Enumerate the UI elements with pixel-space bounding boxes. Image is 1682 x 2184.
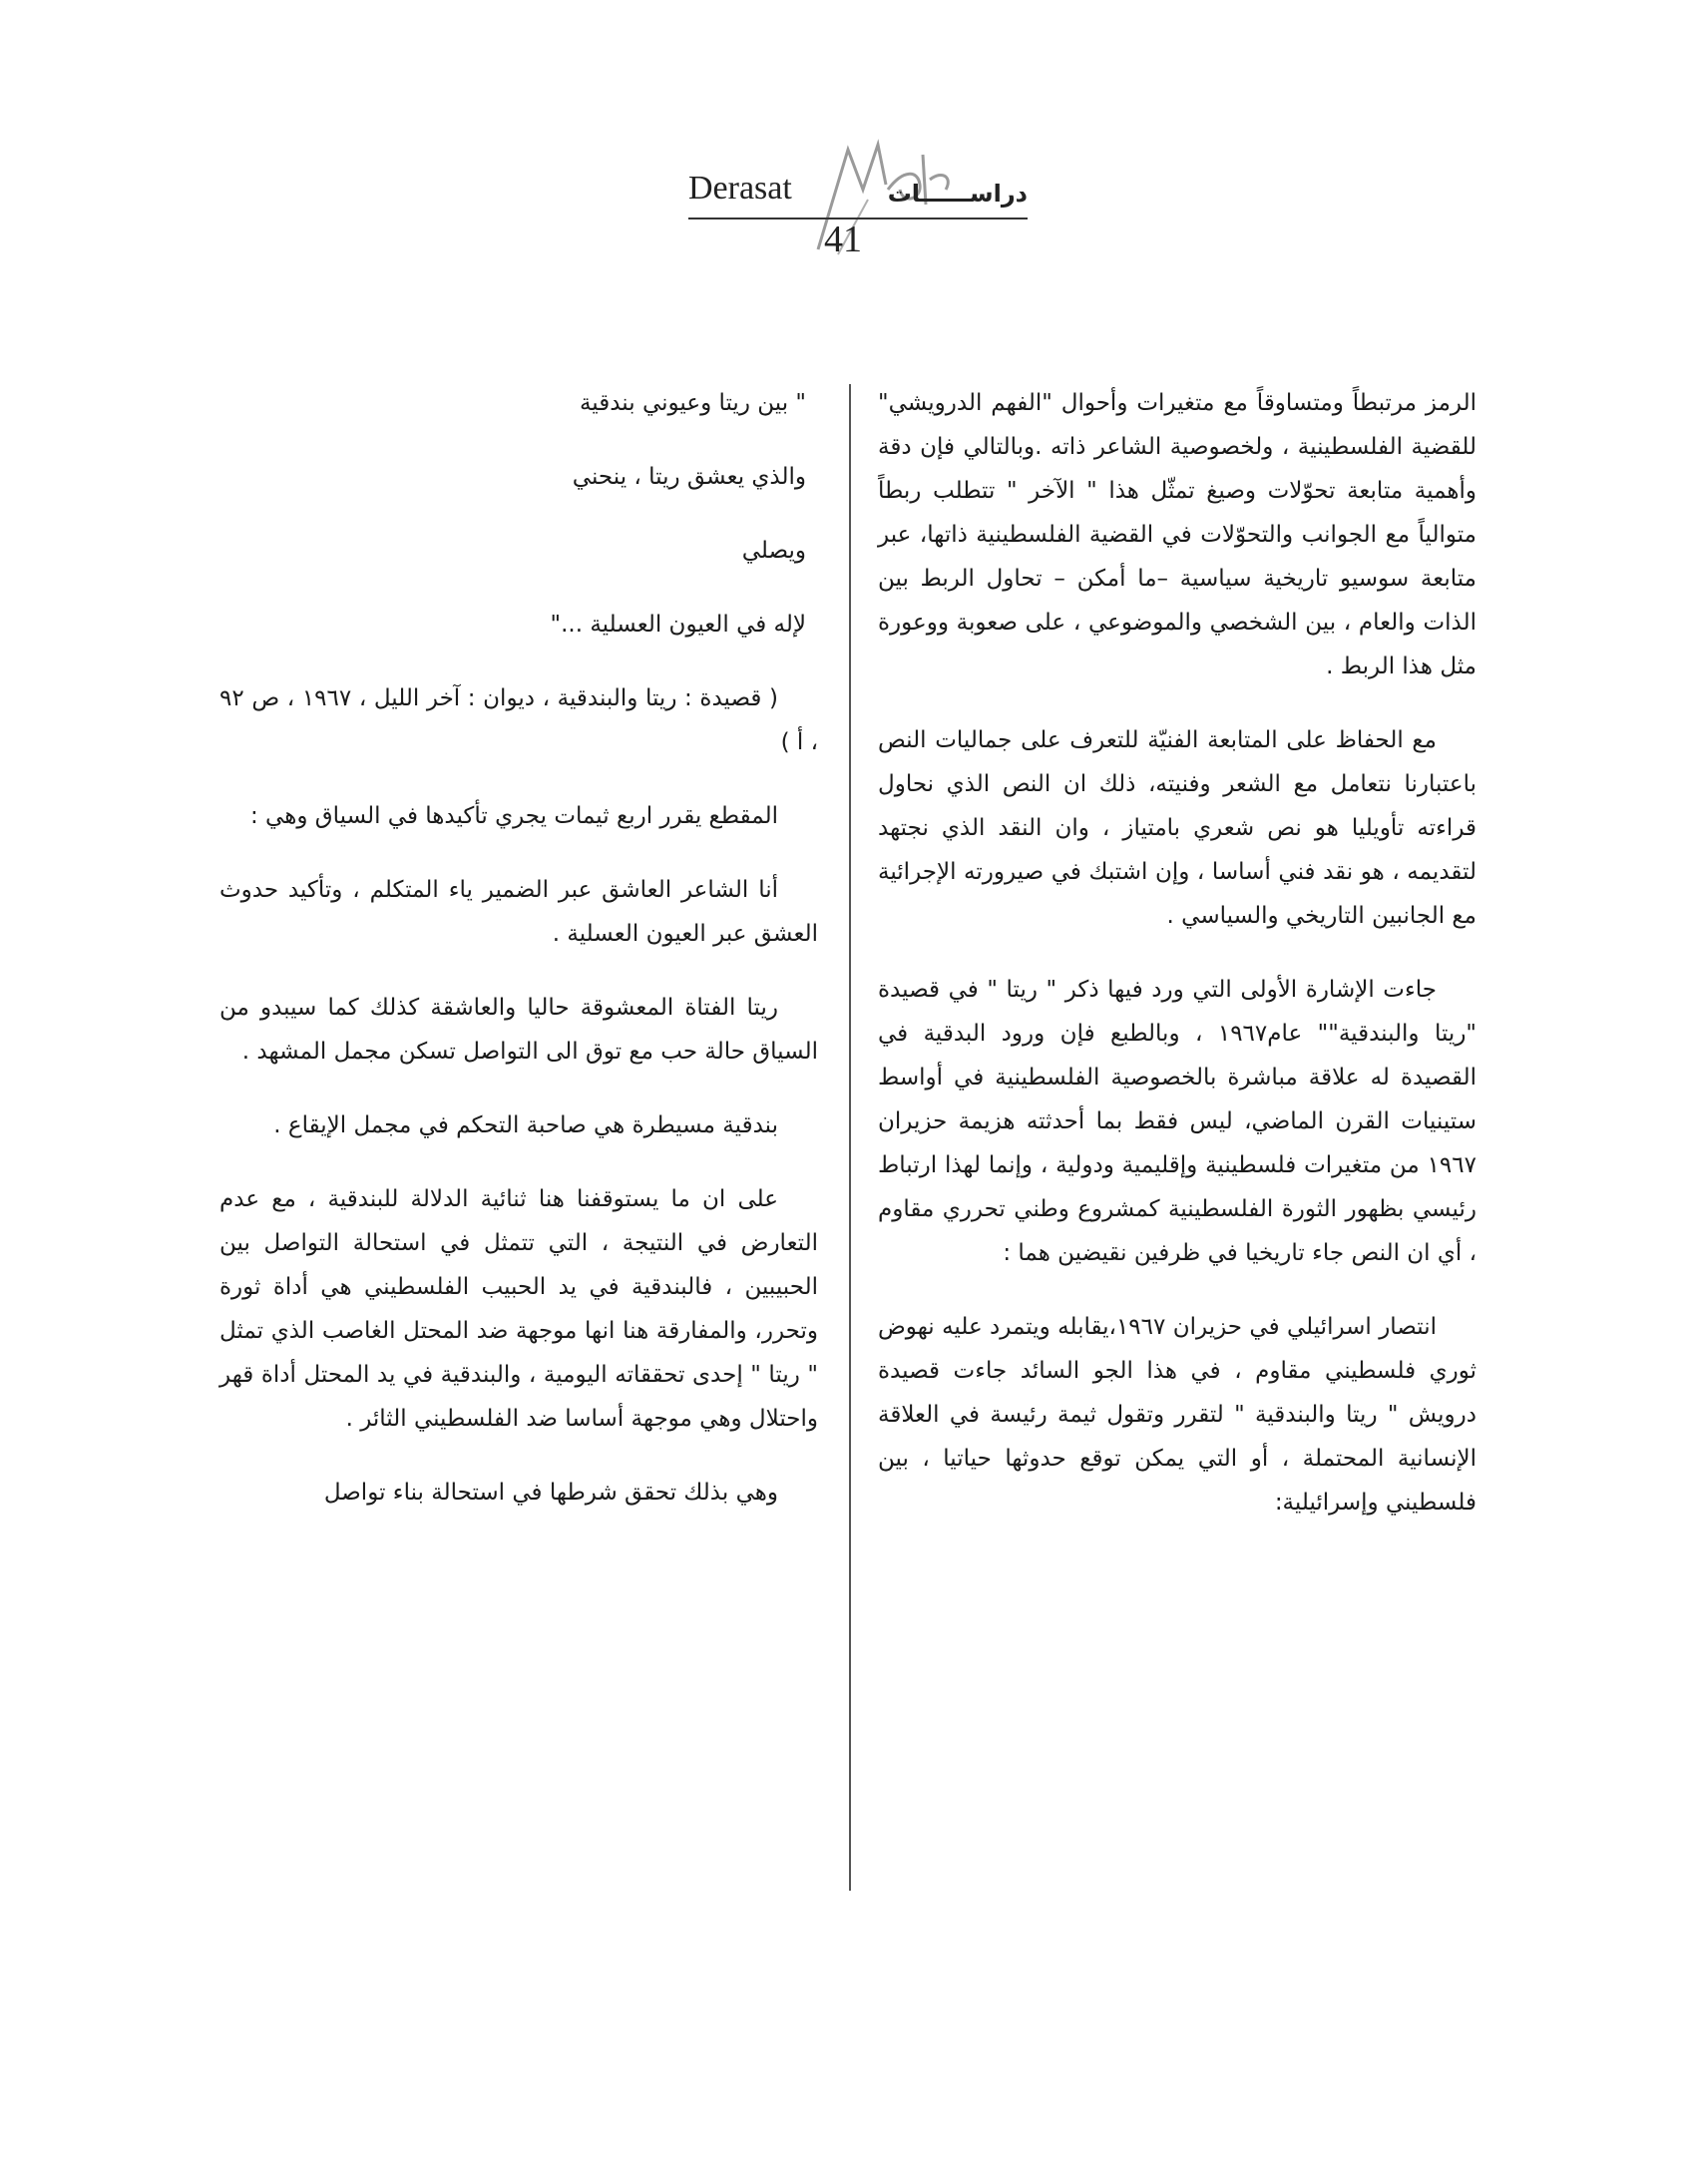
paragraph: بندقية مسيطرة هي صاحبة التحكم في مجمل الإيقاع . xyxy=(273,1112,778,1138)
poem-excerpt xyxy=(219,381,818,647)
paragraph: ريتا الفتاة المعشوقة حاليا والعاشقة كذلك كما سيبدو من السياق حالة حب مع توق الى التواصل تسكن مجمل المشهد . xyxy=(219,995,818,1065)
poem-verse: والذي يعشق ريتا ، ينحني xyxy=(572,464,806,490)
page-number: 41 xyxy=(824,218,862,260)
journal-title-latin: Derasat xyxy=(688,170,792,207)
journal-title-arabic: دراســــــات xyxy=(887,180,1028,208)
paragraph: على ان ما يستوقفنا هنا ثنائية الدلالة للبندقية ، مع عدم التعارض في النتيجة ، التي تتمثل في استحالة التواصل بين الحبيبين ، فالبندقية في يد الحبيب الفلسطيني هي أداة ثورة وتحرر، والمفارقة هنا انها موجهة ضد المحتل الغاصب الذي تمثل " ريتا " إحدى تحققاته اليومية ، والبندقية في يد المحتل أداة قهر واحتلال وهي موجهة أساسا ضد الفلسطيني الثائر . xyxy=(219,1186,818,1432)
paragraph: أنا الشاعر العاشق عبر الضمير ياء المتكلم ، وتأكيد حدوث العشق عبر العيون العسلية . xyxy=(219,877,818,947)
column-divider xyxy=(849,384,851,1891)
poem-verse: لإله في العيون العسلية ..." xyxy=(550,612,806,638)
right-column xyxy=(878,381,1476,1554)
poem-verse: " بين ريتا وعيوني بندقية xyxy=(579,390,806,416)
paragraph: الرمز مرتبطاً ومتساوقاً مع متغيرات وأحوال "الفهم الدرويشي" للقضية الفلسطينية ، ولخصوصية الشاعر ذاته .وبالتالي فإن دقة وأهمية متابعة تحوّلات وصيغ تمثّل هذا " الآخر " تتطلب ربطاً متوالياً مع الجوانب والتحوّلات في القضية الفلسطينية ذاتها، عبر متابعة سوسيو تاريخية سياسية –ما أمكن – تحاول الربط بين الذات والعام ، بين الشخصي والموضوعي ، على صعوبة ووعورة مثل هذا الربط . xyxy=(878,390,1476,679)
left-column xyxy=(219,381,818,1544)
poem-verse: ويصلي xyxy=(741,538,806,564)
paragraph: وهي بذلك تحقق شرطها في استحالة بناء تواصل xyxy=(323,1480,778,1506)
paragraph: جاءت الإشارة الأولى التي ورد فيها ذكر " ريتا " في قصيدة "ريتا والبندقية"" عام١٩٦٧ ، وبالطبع فإن ورود البدقية في القصيدة له علاقة مباشرة بالخصوصية الفلسطينية في أواسط ستينيات القرن الماضي، ليس فقط بما أحدثته هزيمة حزيران ١٩٦٧ من متغيرات فلسطينية وإقليمية ودولية ، وإنما لهذا ارتباط رئيسي بظهور الثورة الفلسطينية كمشروع وطني تحرري مقاوم ، أي ان النص جاء تاريخيا في ظرفين نقيضين هما : xyxy=(878,977,1477,1266)
paragraph: انتصار اسرائيلي في حزيران ١٩٦٧،يقابله ويتمرد عليه نهوض ثوري فلسطيني مقاوم ، في هذا الجو السائد جاءت قصيدة درويش " ريتا والبندقية " لتقرر وتقول ثيمة رئيسة في العلاقة الإنسانية المحتملة ، أو التي يمكن توقع حدوثها حياتيا ، بين فلسطيني وإسرائيلية: xyxy=(878,1314,1476,1516)
paragraph: المقطع يقرر اربع ثيمات يجري تأكيدها في السياق وهي : xyxy=(250,803,778,829)
poem-citation: ( قصيدة : ريتا والبندقية ، ديوان : آخر الليل ، ١٩٦٧ ، ص ٩٢ ، أ ) xyxy=(219,685,818,755)
paragraph: مع الحفاظ على المتابعة الفنيّة للتعرف على جماليات النص باعتبارنا نتعامل مع الشعر وفنيته، ذلك ان النص الذي نحاول قراءته تأويليا هو نص شعري بامتياز ، وان النقد الذي نجتهد لتقديمه ، هو نقد فني أساسا ، وإن اشتبك في صيرورته الإجرائية مع الجانبين التاريخي والسياسي . xyxy=(878,727,1476,929)
